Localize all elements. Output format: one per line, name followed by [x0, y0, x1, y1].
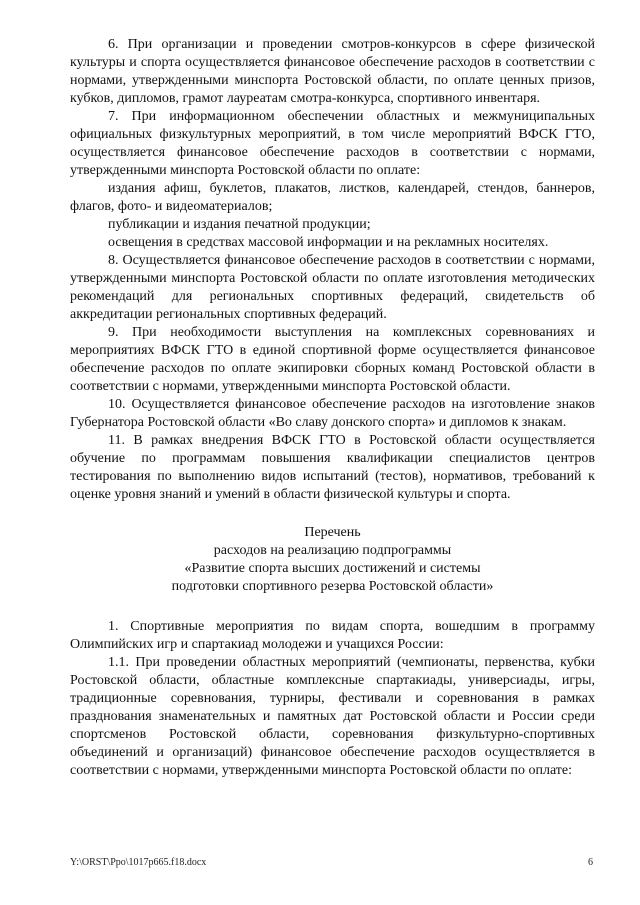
section-title [70, 524, 595, 596]
title-line-3: «Развитие спорта высших достижений и системы [184, 561, 481, 576]
paragraph-7: 7. При информационном обеспечении областных и межмуниципальных официальных физкультурных мероприятий, в том числе мероприятий ВФСК ГТО, осуществляется финансовое обеспечение расходов в соответствии с нормами, утвержденными минспорта Ростовской области по оплате: [70, 109, 595, 178]
document-page [70, 36, 595, 780]
paragraph-7-item-media: освещения в средствах массовой информации и на рекламных носителях. [108, 235, 549, 250]
title-line-2: расходов на реализацию подпрограммы [213, 543, 452, 558]
paragraph-1: 1. Спортивные мероприятия по видам спорта, вошедшим в программу Олимпийских игр и спартакиад молодежи и учащихся России: [70, 619, 595, 652]
paragraph-6: 6. При организации и проведении смотров-конкурсов в сфере физической культуры и спорта осуществляется финансовое обеспечение расходов в соответствии с нормами, утвержденными минспорта Ростовской области, по оплате ценных призов, кубков, дипломов, грамот лауреатам смотра-конкурса, спортивного инвентаря. [70, 37, 595, 106]
paragraph-7-item-posters: издания афиш, буклетов, плакатов, листков, календарей, стендов, баннеров, флагов, фото- и видеоматериалов; [70, 181, 595, 214]
footer-page-number: 6 [588, 857, 593, 868]
title-line-4: подготовки спортивного резерва Ростовской области» [171, 579, 494, 594]
paragraph-8: 8. Осуществляется финансовое обеспечение расходов в соответствии с нормами, утвержденными минспорта Ростовской области по оплате изготовления методических рекомендаций для региональных спортивных федераций, свидетельств об аккредитации региональных спортивных федераций. [70, 253, 595, 322]
paragraph-9: 9. При необходимости выступления на комплексных соревнованиях и мероприятиях ВФСК ГТО в единой спортивной форме осуществляется финансовое обеспечение расходов по оплате экипировки сборных команд Ростовской области в соответствии с нормами, утвержденными минспорта Ростовской области. [70, 325, 595, 394]
paragraph-11: 11. В рамках внедрения ВФСК ГТО в Ростовской области осуществляется обучение по программам повышения квалификации специалистов центров тестирования по выполнению видов испытаний (тестов), нормативов, требований к оценке уровня знаний и умений в области физической культуры и спорта. [70, 433, 595, 502]
footer-file-path: Y:\ORST\Ppo\1017p665.f18.docx [70, 857, 207, 868]
paragraph-7-item-publications: публикации и издания печатной продукции; [108, 217, 371, 232]
title-line-1: Перечень [304, 525, 361, 540]
paragraph-10: 10. Осуществляется финансовое обеспечение расходов на изготовление знаков Губернатора Ростовской области «Во славу донского спорта» и дипломов к знакам. [70, 397, 595, 430]
paragraph-1-1: 1.1. При проведении областных мероприятий (чемпионаты, первенства, кубки Ростовской области, областные комплексные спартакиады, универсиады, игры, традиционные соревнования, турниры, фестивали и соревнования в рамках празднования знаменательных и памятных дат Ростовской области и России среди спортсменов Ростовской области, соревнования физкультурно-спортивных объединений и организаций) финансовое обеспечение расходов осуществляется в соответствии с нормами, утвержденными минспорта Ростовской области по оплате: [70, 655, 595, 778]
